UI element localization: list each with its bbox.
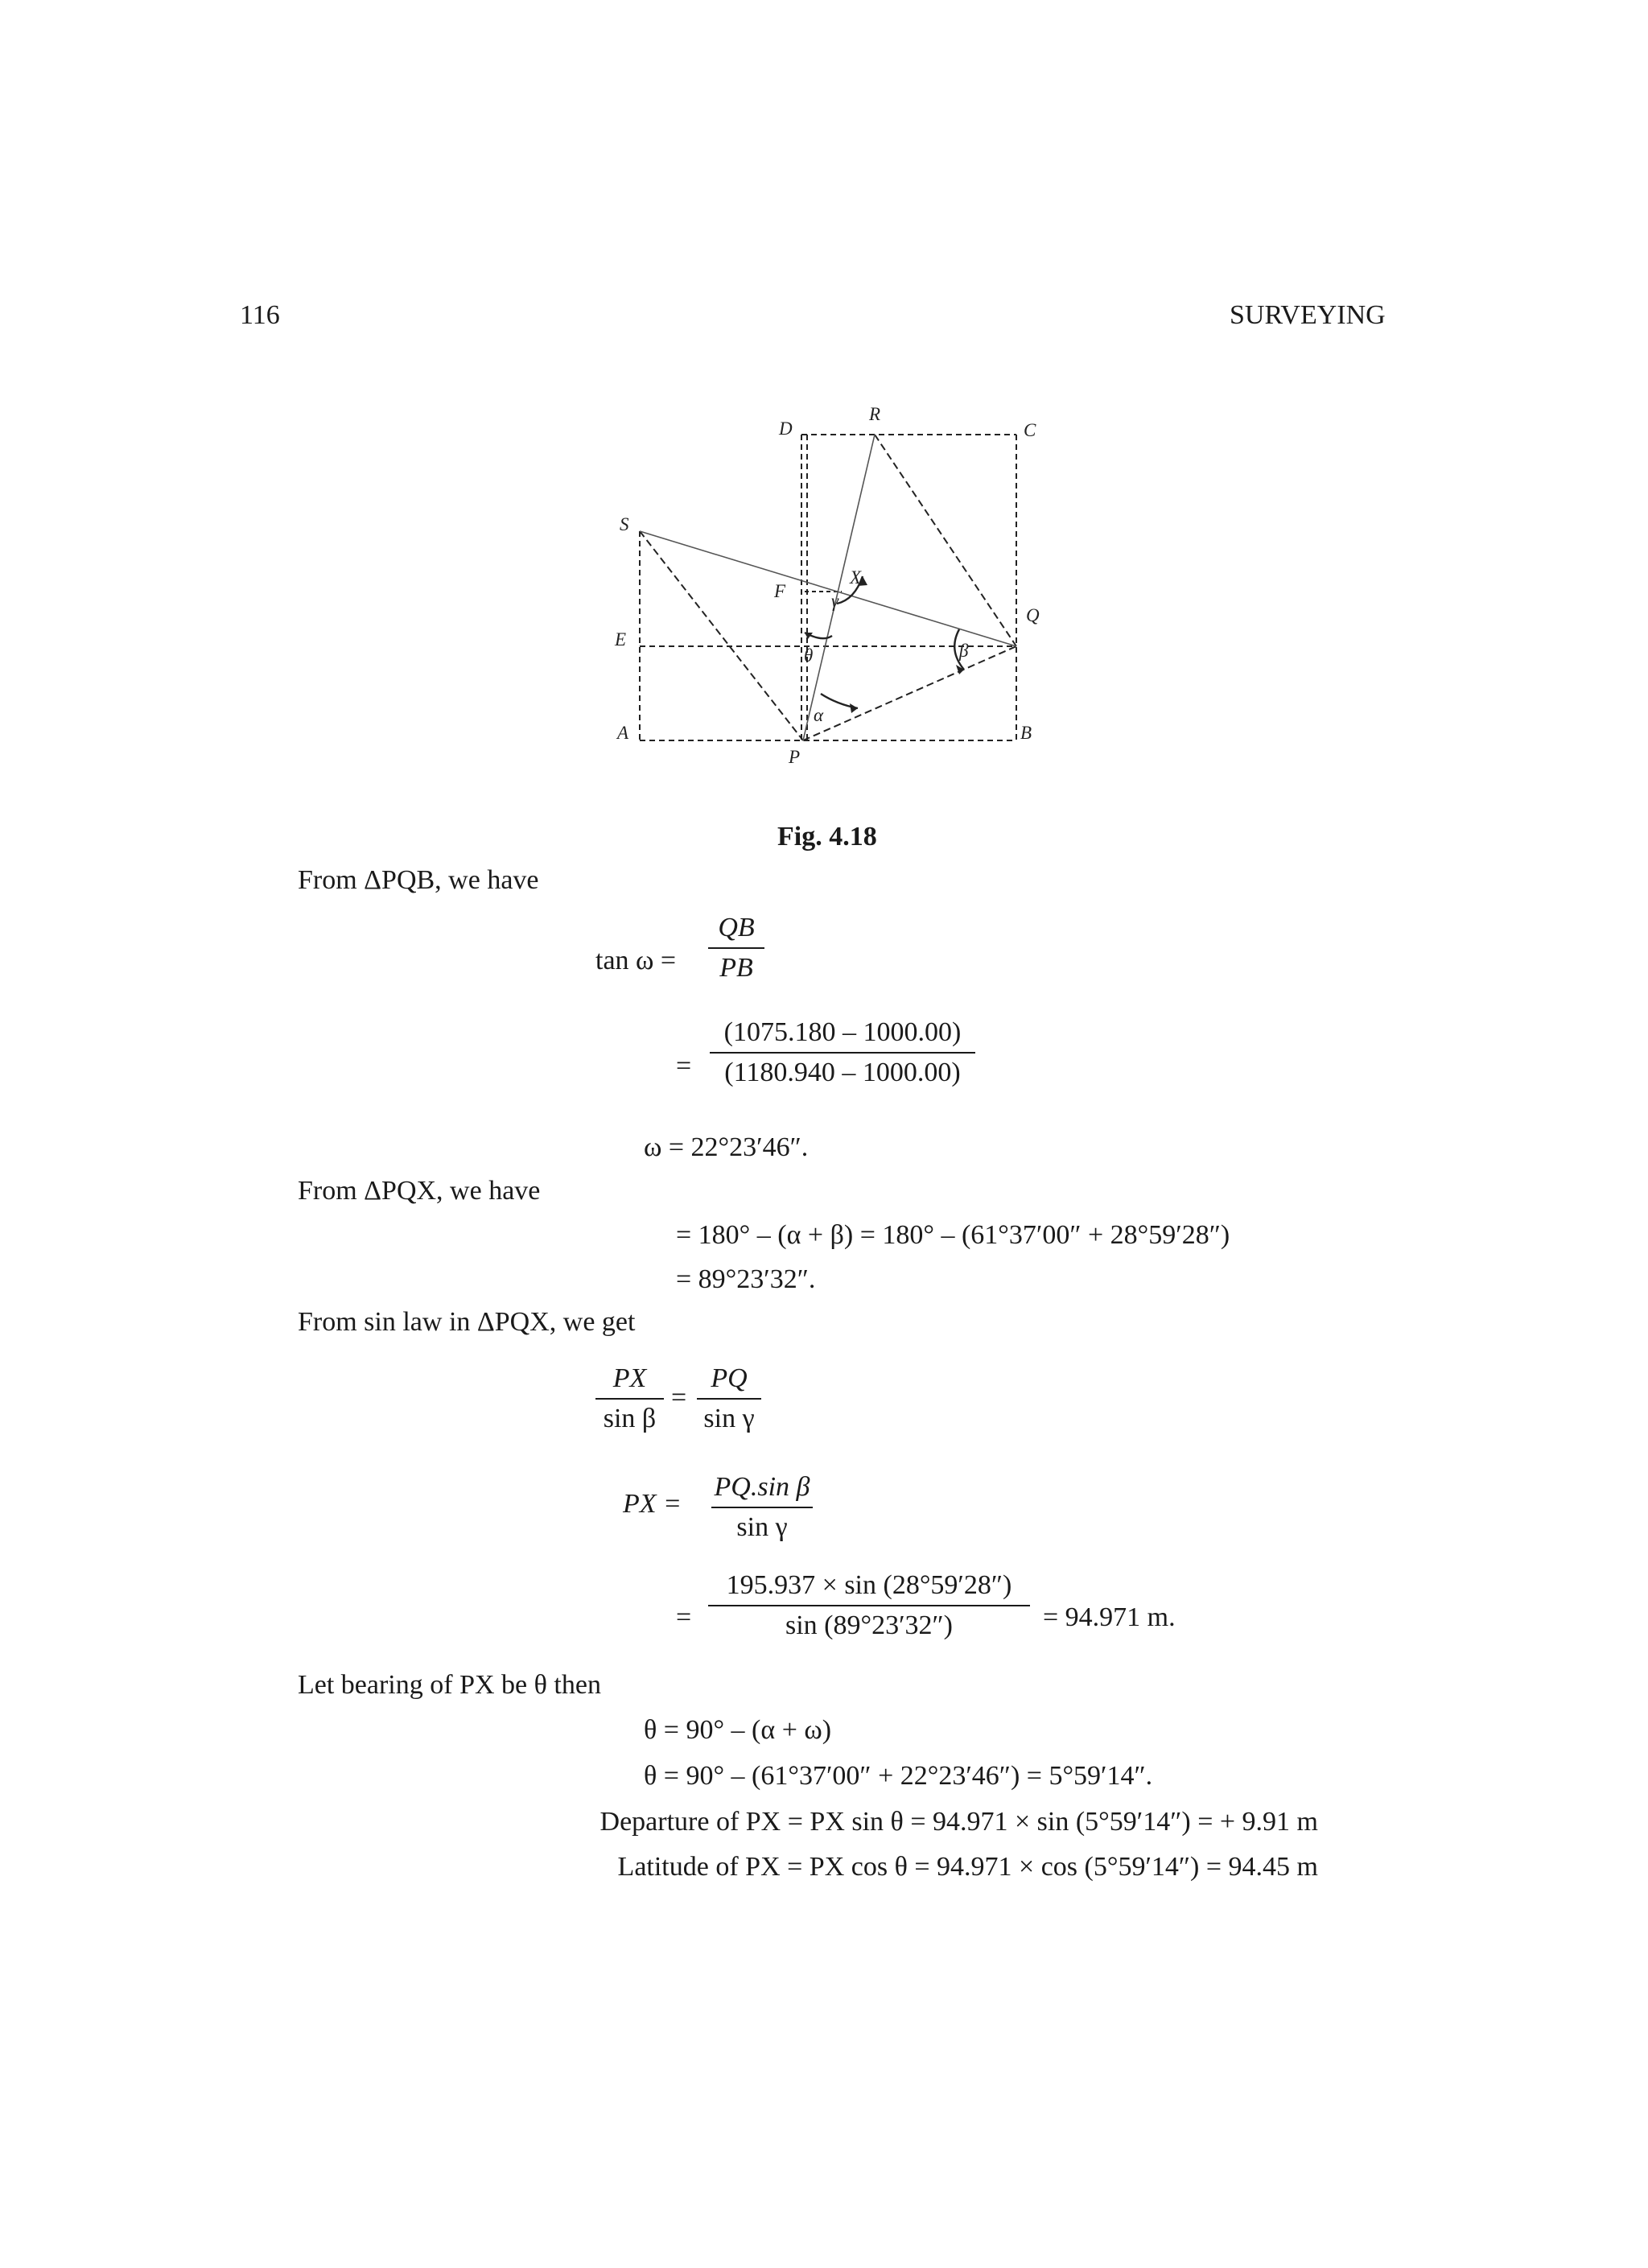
fraction-denominator: sin β bbox=[603, 1404, 657, 1433]
fraction-numerator: 195.937 × sin (28°59′28″) bbox=[726, 1570, 1012, 1600]
fraction-denominator: sin γ bbox=[736, 1512, 788, 1542]
fraction-numerator: PQ.sin β bbox=[714, 1472, 810, 1502]
label-alpha: α bbox=[814, 705, 824, 725]
equals-sign: = bbox=[676, 1051, 692, 1081]
line-sq bbox=[640, 531, 1016, 646]
label-b: B bbox=[1020, 723, 1032, 743]
equals-sign-3: = bbox=[676, 1602, 692, 1632]
page-number: 116 bbox=[240, 300, 280, 330]
label-d: D bbox=[779, 419, 793, 439]
fraction-denominator: sin (89°23′32″) bbox=[785, 1610, 954, 1640]
label-c: C bbox=[1024, 420, 1036, 440]
fraction-coordinates bbox=[710, 1016, 975, 1089]
equals-sign-2: = bbox=[671, 1383, 687, 1412]
fraction-numerator: PX bbox=[612, 1363, 647, 1393]
fraction-numerator: (1075.180 – 1000.00) bbox=[723, 1017, 962, 1047]
gamma-line-1: = 180° – (α + β) = 180° – (61°37′00″ + 28°59′28″) bbox=[676, 1220, 1230, 1250]
label-e: E bbox=[615, 629, 627, 649]
fraction-denominator: (1180.940 – 1000.00) bbox=[724, 1058, 961, 1087]
line-sp bbox=[640, 531, 803, 740]
label-p: P bbox=[789, 747, 801, 767]
line-pr bbox=[803, 435, 875, 740]
theta-line-1: θ = 90° – (α + ω) bbox=[644, 1715, 832, 1745]
arrowhead-alpha bbox=[850, 703, 858, 713]
text-bearing-intro: Let bearing of PX be θ then bbox=[298, 1670, 601, 1700]
label-beta: β bbox=[959, 641, 969, 661]
label-gamma: γ bbox=[831, 591, 839, 611]
label-q: Q bbox=[1026, 605, 1040, 625]
gamma-line-2: = 89°23′32″. bbox=[676, 1264, 816, 1294]
tan-omega-lhs: tan ω = bbox=[595, 946, 677, 975]
px-equals: PX = bbox=[623, 1489, 682, 1519]
label-s: S bbox=[620, 514, 629, 534]
line-pq bbox=[803, 646, 1016, 740]
fraction-numerator: QB bbox=[718, 913, 755, 942]
fraction-pq-sin-beta-over-sin-gamma bbox=[711, 1471, 813, 1544]
fraction-px-sin-beta bbox=[595, 1363, 664, 1435]
text-from-pqb: From ΔPQB, we have bbox=[298, 865, 539, 895]
fraction-pq-sin-gamma bbox=[697, 1363, 761, 1435]
arrowhead-beta bbox=[956, 665, 964, 674]
label-theta: θ bbox=[804, 645, 814, 666]
figure-4-18 bbox=[595, 394, 1078, 781]
line-rq bbox=[875, 435, 1016, 646]
running-title: SURVEYING bbox=[1230, 300, 1386, 330]
px-result: = 94.971 m. bbox=[1043, 1602, 1176, 1632]
omega-result: ω = 22°23′46″. bbox=[644, 1132, 809, 1162]
theta-line-2: θ = 90° – (61°37′00″ + 22°23′46″) = 5°59′14″. bbox=[644, 1761, 1153, 1791]
departure-line: Departure of PX = PX sin θ = 94.971 × sin (5°59′14″) = + 9.91 m bbox=[599, 1807, 1318, 1837]
latitude-line: Latitude of PX = PX cos θ = 94.971 × cos (5°59′14″) = 94.45 m bbox=[617, 1852, 1318, 1882]
fraction-numerator: PQ bbox=[711, 1363, 748, 1393]
label-a: A bbox=[617, 723, 629, 743]
text-sin-law: From sin law in ΔPQX, we get bbox=[298, 1307, 636, 1337]
figure-caption: Fig. 4.18 bbox=[777, 822, 877, 852]
label-x: X bbox=[850, 567, 862, 588]
label-r: R bbox=[869, 404, 881, 424]
fraction-denominator: sin γ bbox=[703, 1404, 755, 1433]
text-from-pqx: From ΔPQX, we have bbox=[298, 1176, 541, 1206]
fraction-px-calculation bbox=[708, 1569, 1030, 1642]
fraction-qb-pb bbox=[708, 912, 764, 984]
label-f: F bbox=[774, 581, 786, 601]
fraction-denominator: PB bbox=[719, 953, 753, 983]
